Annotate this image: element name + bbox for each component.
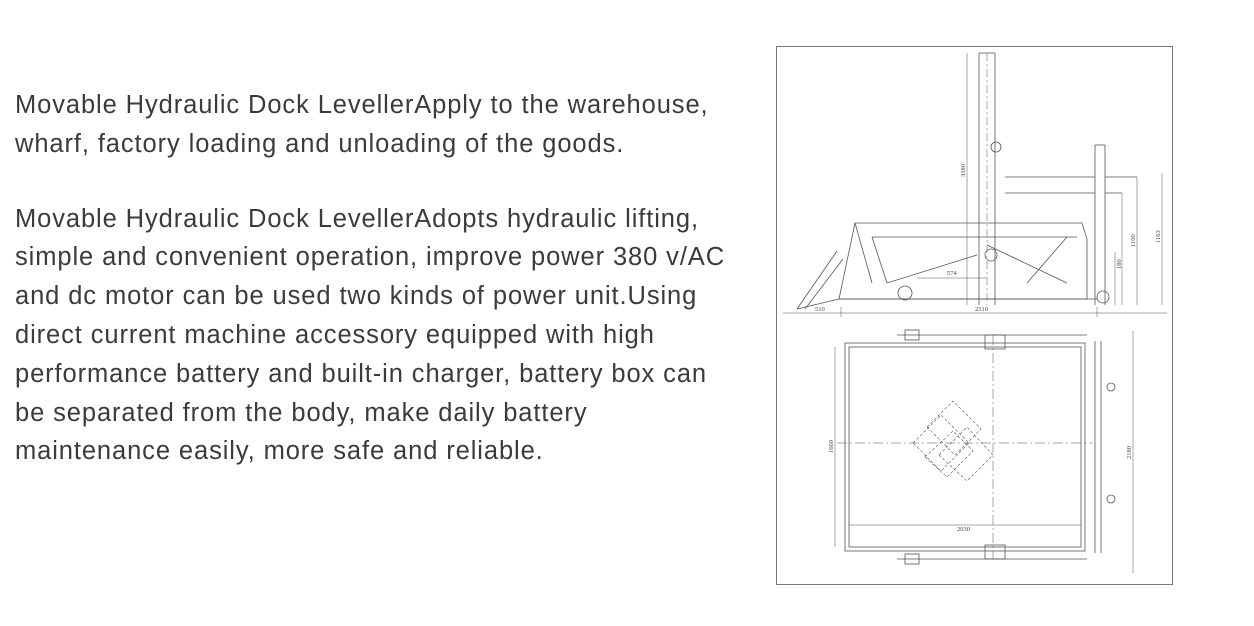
dim-overall-length: 2310 [975,306,988,313]
dim-rail-1100: 1100 [1130,234,1137,247]
description-paragraph-2: Movable Hydraulic Dock LevellerAdopts hydraulic lifting, simple and convenient operation, improve power 380 v/AC and dc motor can be used two kinds of power unit.Using direct current machine accessory equipped with high performance battery and built-in charger, battery box can be separated from the body, make daily battery maintenance easily, more safe and reliable. [15,204,726,466]
technical-drawing [776,46,1173,585]
side-view [783,53,1167,317]
description-text [15,86,735,471]
dim-mast-height: 3380 [960,164,967,177]
technical-drawing-svg [777,47,1174,586]
dim-inner-length: 2030 [957,526,970,533]
dim-overall-width: 2180 [1126,446,1133,459]
dimension-labels [815,164,1162,533]
dim-rail-1163: 1163 [1155,230,1162,243]
dim-inner-width: 1660 [828,440,835,453]
top-view [835,330,1133,573]
description-paragraph-1: Movable Hydraulic Dock LevellerApply to the warehouse, wharf, factory loading and unloading of the goods. [15,91,709,158]
dim-rail-180: 180 [1116,259,1123,269]
dim-left-ramp: 510 [815,306,825,313]
dim-arm: 574 [947,270,957,277]
